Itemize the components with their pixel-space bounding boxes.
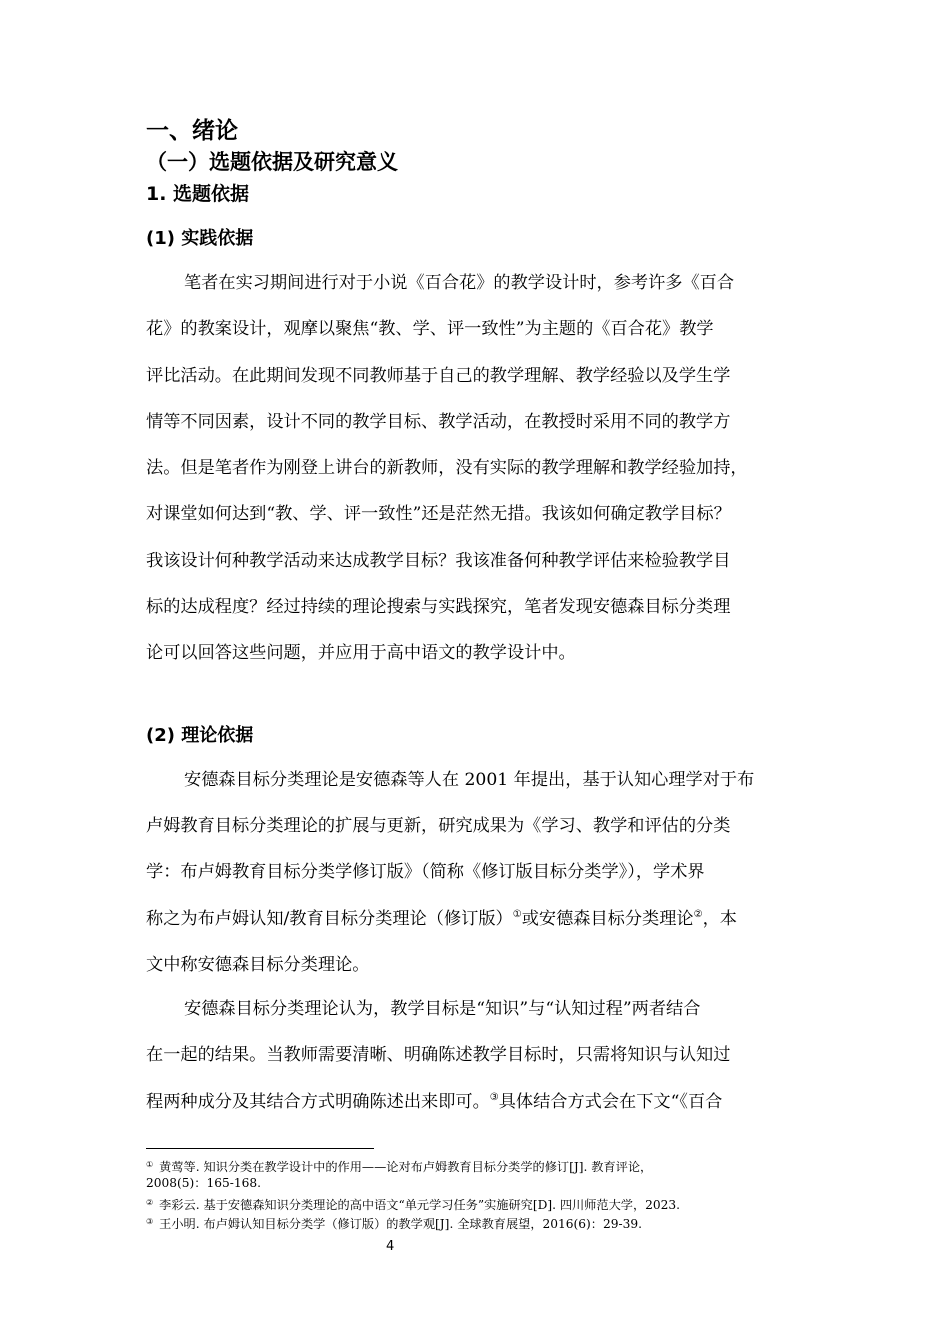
paragraph-line: 评比活动。在此期间发现不同教师基于自己的教学理解、教学经验以及学生学	[146, 366, 731, 386]
footnote	[146, 1156, 652, 1176]
page-number: 4	[386, 1239, 395, 1254]
text-segment: ，本	[702, 909, 737, 929]
paragraph-line: 安德森目标分类理论认为，教学目标是“知识”与“认知过程”两者结合	[184, 999, 701, 1019]
paragraph-line: 法。但是笔者作为刚登上讲台的新教师，没有实际的教学理解和教学经验加持，	[146, 458, 748, 478]
chapter-heading: 一、绪论	[146, 118, 238, 144]
subsection-heading: 1. 选题依据	[146, 183, 250, 205]
text-segment: 具体结合方式会在下文“《百合	[498, 1092, 723, 1112]
footnote-ref-1: ①	[512, 909, 522, 920]
paragraph-line: 文中称安德森目标分类理论。	[146, 955, 370, 975]
footnote-ref-3: ③	[489, 1092, 499, 1103]
paragraph-line: 对课堂如何达到“教、学、评一致性”还是茫然无措。我该如何确定教学目标？	[146, 504, 731, 524]
footnote-text: 王小明. 布卢姆认知目标分类学（修订版）的教学观[J]. 全球教育展望，2016(6)：29-39.	[159, 1217, 642, 1231]
footnote-mark: ①	[146, 1160, 154, 1169]
footnote	[146, 1213, 642, 1233]
paragraph-line: 卢姆教育目标分类理论的扩展与更新，研究成果为《学习、教学和评估的分类	[146, 816, 731, 836]
paragraph-line: 论可以回答这些问题，并应用于高中语文的教学设计中。	[146, 643, 576, 663]
footnote-text: 黄莺等. 知识分类在教学设计中的作用——论对布卢姆教育目标分类学的修订[J]. 教育评论，	[159, 1160, 653, 1174]
footnote-mark: ②	[146, 1198, 154, 1207]
paragraph-line	[146, 1087, 722, 1117]
paragraph-line: 我该设计何种教学活动来达成教学目标？我该准备何种教学评估来检验教学目	[146, 551, 731, 571]
text-segment: 程两种成分及其结合方式明确陈述出来即可。	[146, 1092, 490, 1112]
paragraph-line: 安德森目标分类理论是安德森等人在 2001 年提出，基于认知心理学对于布	[184, 770, 755, 790]
footnote-continuation	[146, 1175, 261, 1192]
footnote-mark: ③	[146, 1217, 154, 1226]
footnote-text: 李彩云. 基于安德森知识分类理论的高中语文“单元学习任务”实施研究[D]. 四川师范大学，2023.	[159, 1198, 681, 1212]
footnote	[146, 1194, 680, 1214]
text-segment: 或安德森目标分类理论	[521, 909, 694, 929]
footnote-text: 2008(5)：165-168.	[146, 1176, 261, 1190]
paragraph-line: 笔者在实习期间进行对于小说《百合花》的教学设计时，参考许多《百合	[184, 273, 735, 293]
paragraph-line: 学：布卢姆教育目标分类学修订版》（简称《修订版目标分类学》），学术界	[146, 862, 705, 882]
section-heading: （一）选题依据及研究意义	[146, 150, 398, 174]
paragraph-line	[146, 904, 737, 934]
paragraph-line: 花》的教案设计，观摩以聚焦“教、学、评一致性”为主题的《百合花》教学	[146, 319, 714, 339]
paragraph-line: 情等不同因素，设计不同的教学目标、教学活动，在教授时采用不同的教学方	[146, 412, 731, 432]
footnote-divider	[146, 1148, 374, 1149]
theory-basis-heading: (2) 理论依据	[146, 725, 254, 746]
practice-basis-heading: (1) 实践依据	[146, 228, 254, 249]
footnote-ref-2: ②	[693, 909, 703, 920]
paragraph-line: 标的达成程度？经过持续的理论搜索与实践探究，笔者发现安德森目标分类理	[146, 597, 731, 617]
text-segment: 称之为布卢姆认知/教育目标分类理论（修订版）	[146, 909, 513, 929]
paragraph-line: 在一起的结果。当教师需要清晰、明确陈述教学目标时，只需将知识与认知过	[146, 1045, 731, 1065]
